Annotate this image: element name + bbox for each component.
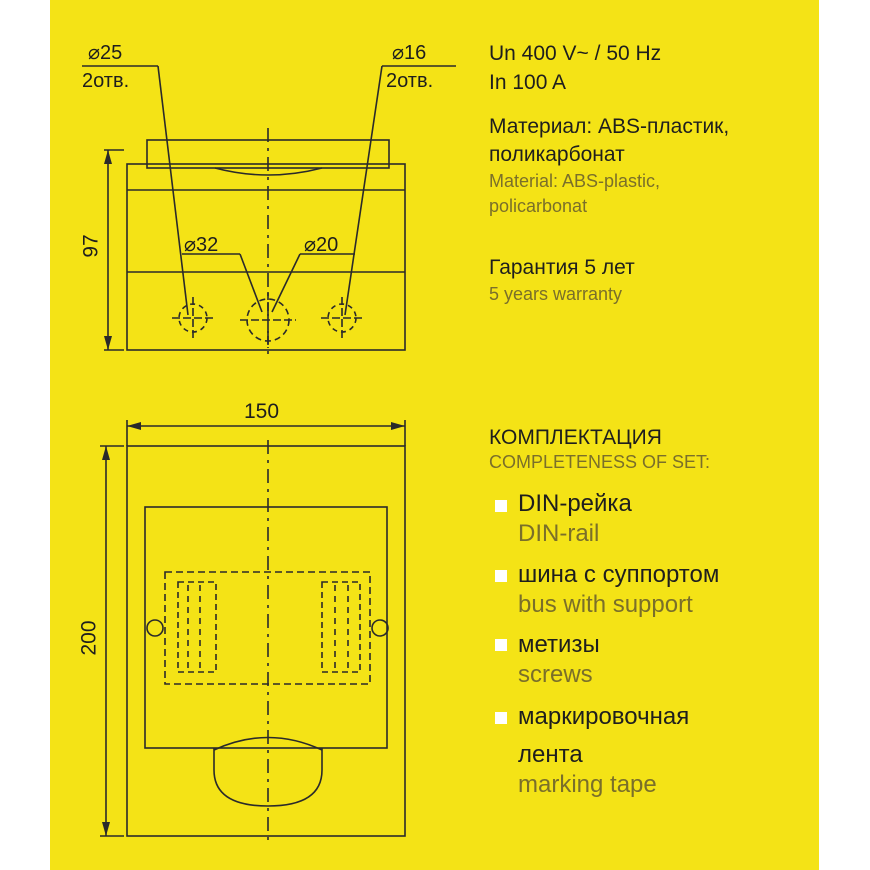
bullet-square-icon	[495, 639, 507, 651]
height-200-label: 200	[77, 620, 101, 656]
bullet-square-icon	[495, 500, 507, 512]
warranty-ru: Гарантия 5 лет	[489, 256, 635, 279]
hole-16-count: 2отв.	[386, 70, 434, 92]
hole-25-label: ⌀25	[88, 42, 123, 64]
set-item-screws-ru: метизы	[518, 631, 600, 658]
width-150-label: 150	[244, 400, 280, 423]
set-item-tape-ru2: лента	[518, 741, 583, 768]
set-title-ru: КОМПЛЕКТАЦИЯ	[489, 426, 662, 449]
set-item-din-rail-ru: DIN-рейка	[518, 490, 632, 517]
bullet-square-icon	[495, 712, 507, 724]
front-view	[100, 420, 405, 845]
material-ru-line1: Материал: ABS-пластик,	[489, 115, 730, 138]
bullet-square-icon	[495, 570, 507, 582]
height-97-label: 97	[79, 234, 103, 258]
hole-20-label: ⌀20	[304, 234, 339, 256]
hole-32-label: ⌀32	[184, 234, 219, 256]
set-item-tape-en: marking tape	[518, 771, 657, 798]
hole-16-label: ⌀16	[392, 42, 427, 64]
material-en-line2: policarbonat	[489, 196, 588, 216]
set-item-din-rail-en: DIN-rail	[518, 520, 600, 547]
set-title-en: COMPLETENESS OF SET:	[489, 452, 711, 472]
set-item-bus-ru: шина с суппортом	[518, 561, 720, 588]
set-item-tape-ru: маркировочная	[518, 703, 690, 730]
warranty-en: 5 years warranty	[489, 284, 623, 304]
set-item-screws-en: screws	[518, 661, 593, 688]
current-spec: In 100 A	[489, 71, 567, 94]
material-ru-line2: поликарбонат	[489, 143, 625, 166]
set-item-bus-en: bus with support	[518, 591, 693, 618]
side-view	[79, 66, 456, 360]
hole-25-count: 2отв.	[82, 70, 130, 92]
voltage-spec: Un 400 V~ / 50 Hz	[489, 42, 662, 65]
material-en-line1: Material: ABS-plastic,	[489, 171, 661, 191]
